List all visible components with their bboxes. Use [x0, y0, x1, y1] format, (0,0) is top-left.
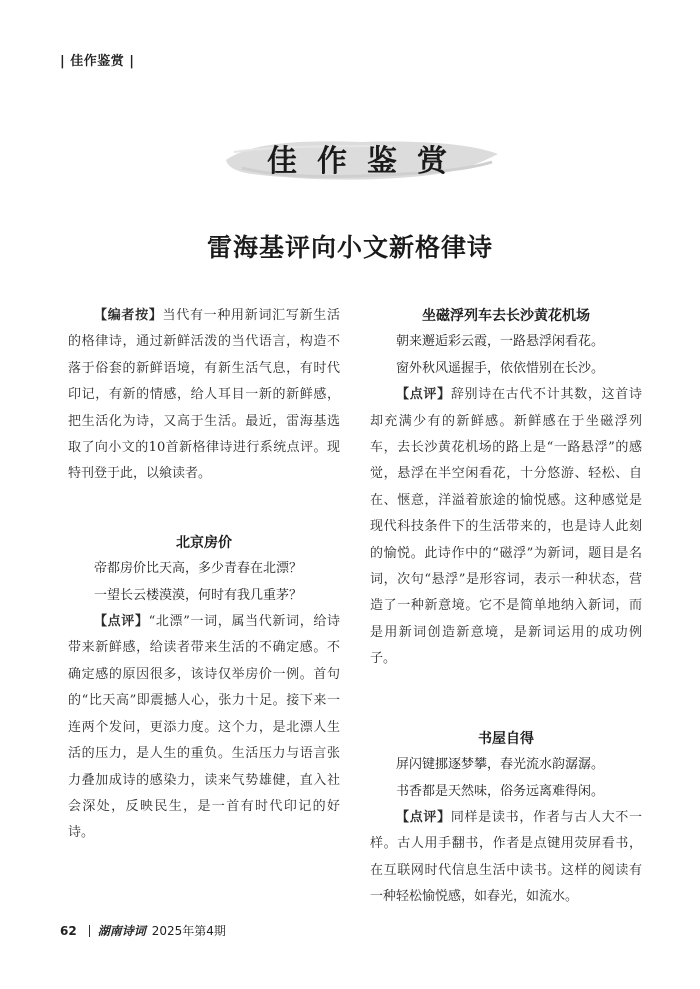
- section-banner: [222, 128, 502, 188]
- editor-note-text: 当代有一种用新词汇写新生活的格律诗，通过新鲜活泼的当代语言，构造不落于俗套的新鲜语境，有新生活气息，有时代印记，有新的情感，给人耳目一新的新鲜感，把生活化为诗，又高于生活。最近，雷海基选取了向小文的10首新格律诗进行系统点评。现特刊登于此，以飨读者。: [68, 308, 340, 482]
- right-column: [370, 303, 642, 911]
- page-footer: [60, 922, 226, 939]
- section-tag: | 佳作鉴赏 |: [60, 54, 135, 69]
- poem-line: 一望长云楼漠漠，何时有我几重茅？: [94, 587, 303, 603]
- poem-line: 书香都是天然味，俗务远离难得闲。: [396, 783, 605, 799]
- comment-text: 同样是读书，作者与古人大不一样。古人用手翻书，作者是点键用荧屏看书，在互联网时代信息生活中读书。这样的阅读有一种轻松愉悦感，如春光，如流水。: [370, 809, 642, 905]
- editor-note-label: 【编者按】: [94, 308, 163, 323]
- poem-comment: [370, 805, 642, 911]
- footer-divider: [89, 925, 90, 937]
- comment-text: 辞别诗在古代不计其数，这首诗却充满少有的新鲜感。新鲜感在于坐磁浮列车，去长沙黄花机场的路上是“一路悬浮”的感觉，悬浮在半空闲看花，十分悠游、轻松、自在、惬意，洋溢着旅途的愉悦感。这种感觉是现代科技条件下的生活带来的，也是诗人此刻的愉悦。此诗作中的“磁浮”为新词，题目是名词，次句“悬浮”是形容词，表示一种状态，营造了一种新意境。它不是简单地纳入新词，而是用新词创造新意境，是新词运用的成功例子。: [370, 387, 642, 667]
- editor-note: [68, 303, 340, 488]
- poem-comment: [370, 382, 642, 672]
- poem-line: 屏闪键挪逐梦攀，春光流水韵潺潺。: [396, 757, 605, 773]
- poem-line: 帝都房价比天高，多少青春在北漂？: [94, 561, 303, 577]
- left-column: [68, 303, 340, 847]
- issue-label: 2025年第4期: [151, 924, 226, 938]
- page-number: 62: [60, 923, 77, 938]
- poem-title: 北京房价: [176, 534, 232, 551]
- comment-label: 【点评】: [94, 614, 149, 630]
- poem-title: 书屋自得: [478, 730, 534, 747]
- poem-title: 坐磁浮列车去长沙黄花机场: [422, 308, 590, 324]
- magazine-name: 湖南诗词: [97, 924, 146, 938]
- comment-label: 【点评】: [396, 809, 451, 825]
- comment-label: 【点评】: [396, 387, 451, 403]
- poem-comment: [68, 609, 340, 847]
- article-title: 雷海基评向小文新格律诗: [206, 233, 493, 262]
- comment-text: “北漂”一词，属当代新词，给诗带来新鲜感，给读者带来生活的不确定感。不确定感的原因很多，该诗仅举房价一例。首句的“比天高”即震撼人心，张力十足。接下来一连两个发问，更添力度。这个力，是北漂人生活的压力，是人生的重负。生活压力与语言张力叠加成诗的感染力，读来气势雄健，直入社会深处，反映民生，是一首有时代印记的好诗。: [68, 614, 340, 841]
- poem-line: 朝来邂逅彩云霞，一路悬浮闲看花。: [396, 334, 605, 350]
- poem-line: 窗外秋风遥握手，依依惜别在长沙。: [396, 360, 605, 376]
- banner-title: 佳作鉴赏: [267, 144, 467, 179]
